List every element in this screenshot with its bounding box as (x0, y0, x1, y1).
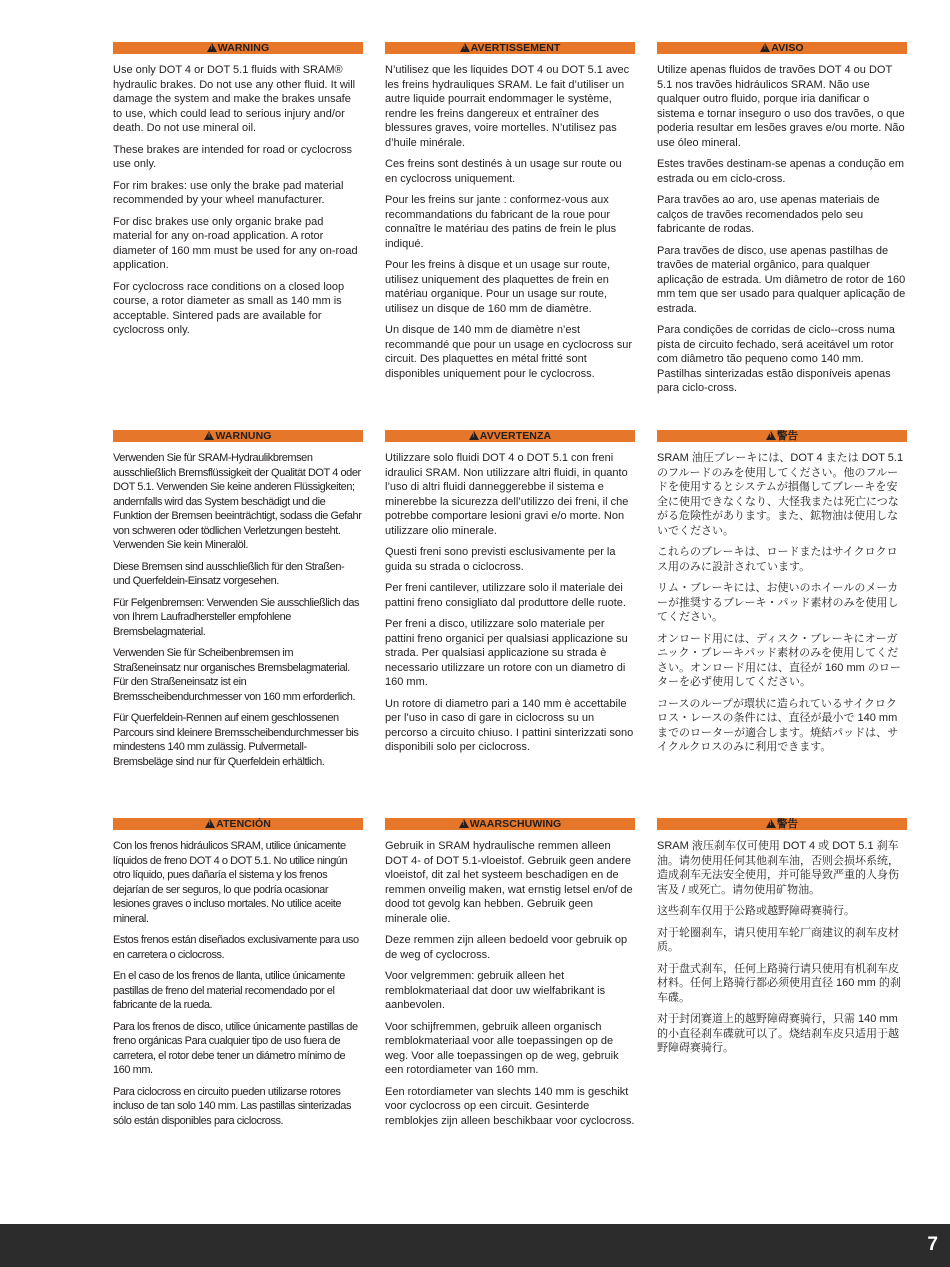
warning-icon (205, 819, 215, 828)
paragraph: Per freni cantilever, utilizzare solo il materiale dei pattini freno consigliato dal produttore delle ruote. (385, 582, 626, 609)
paragraph: SRAM 油圧ブレーキには、DOT 4 または DOT 5.1 のフルードのみを使用してください。他のフルードを使用するとシステムが損傷してブレーキを安全に使用できなくなり、大怪我または死亡につながる危険性があります。また、鉱物油は使用しないでください。 (657, 452, 904, 537)
paragraph: Utilizzare solo fluidi DOT 4 o DOT 5.1 con freni idraulici SRAM. Non utilizzare altri fluidi, in quanto l’uso di altri fluidi danneggerebbe il sistema e minerebbe la sicurezza dell’utilizzo dei freni, il che potrebbe comportare lesioni gravi e/o morte. Non utilizzare olio minerale. (385, 452, 629, 537)
paragraph: N’utilisez que les liquides DOT 4 ou DOT 5.1 avec les freins hydrauliques SRAM. Le fait d’utiliser un autre liquide pourrait endommager le système, rendre les freins dangereux et entraîner des blessures graves, voire mortelles. N’utilisez pas d’huile minérale. (385, 64, 630, 149)
paragraph: Para travões de disco, use apenas pastilhas de travões de material orgânico, para qualquer aplicação de estrada. Um diâmetro de rotor de 160 mm tem que ser usado para qualquer aplicação de estrada. (657, 244, 906, 315)
heading-label: WARNUNG (215, 430, 272, 442)
section-italian (385, 430, 635, 818)
paragraph: Verwenden Sie für Scheibenbremsen im Straßeneinsatz nur organisches Bremsbelagmaterial. Für den Straßeneinsatz ist ein Bremsscheibendurchmesser von 160 mm erforderlich. (113, 647, 356, 703)
paragraph: For rim brakes: use only the brake pad material recommended by your wheel manufacturer. (113, 179, 344, 206)
warning-icon (204, 431, 214, 440)
warning-icon (760, 43, 770, 52)
paragraph: Un disque de 140 mm de diamètre n’est recommandé que pour un usage en cyclocross sur circuit. Des plaquettes en métal fritté sont disponibles uniquement pour le cyclocross. (385, 324, 633, 380)
paragraph: Para condições de corridas de ciclo--cross numa pista de circuito fechado, será aceitável um rotor com diâmetro tão pequeno como 140 mm. Pastilhas sinterizadas estão disponíveis apenas para ciclo-cross. (657, 324, 895, 394)
paragraph: Pour les freins à disque et un usage sur route, utilisez uniquement des plaquettes de frein en matériau organique. Pour un usage sur route, utilisez un disque de 160 mm de diamètre. (385, 259, 611, 315)
paragraph: リム・ブレーキには、お使いのホイールのメーカーが推奨するブレーキ・パッド素材のみを使用してください。 (657, 582, 899, 623)
page-number: 7 (927, 1234, 938, 1255)
paragraph: 对于封闭赛道上的越野障碍赛骑行，只需 140 mm 的小直径刹车碟就可以了。烧结刹车皮只适用于越野障碍赛骑行。 (657, 1013, 899, 1054)
paragraph: 对于盘式刹车，任何上路骑行请只使用有机刹车皮材料。任何上路骑行都必须使用直径 160 mm 的刹车碟。 (657, 962, 901, 1004)
paragraph: Deze remmen zijn alleen bedoeld voor gebruik op de weg of cyclocross. (385, 934, 628, 961)
paragraph: For disc brakes use only organic brake pad material for any on-road application. A rotor diameter of 160 mm must be used for any on-road application. (113, 215, 358, 271)
heading-label: AVISO (771, 42, 804, 54)
section-spanish (113, 818, 363, 1218)
page-footer (0, 1224, 950, 1267)
paragraph: For cyclocross race conditions on a closed loop course, a rotor diameter as small as 140 mm is acceptable. Sintered pads are available for cyclocross only. (113, 280, 345, 336)
paragraph: Para ciclocross en circuito pueden utilizarse rotores incluso de tan solo 140 mm. Las pastillas sinterizadas sólo están disponibles para ciclocross. (113, 1085, 352, 1127)
paragraph: オンロード用には、ディスク・ブレーキにオーガニック・ブレーキパッド素材のみを使用してください。オンロード用には、直径が 160 mm のローターを必ず使用してください。 (657, 632, 901, 688)
paragraph: Een rotordiameter van slechts 140 mm is geschikt voor cyclocross op een circuit. Gesinterde remblokjes zijn alleen beschikbaar voor cyclocross. (385, 1085, 635, 1127)
warning-grid (113, 42, 907, 1218)
warning-icon (766, 819, 776, 828)
section-heading (385, 42, 635, 54)
paragraph: Voor schijfremmen, gebruik alleen organisch remblokmateriaal voor alle toepassingen op de weg. Voor alle toepassingen op de weg, gebruik een rotordiameter van 160 mm. (385, 1020, 619, 1076)
paragraph: Questi freni sono previsti esclusivamente per la guida su strada o ciclocross. (385, 546, 616, 573)
section-japanese (657, 430, 907, 818)
heading-label: WAARSCHUWING (469, 818, 562, 830)
section-chinese (657, 818, 907, 1218)
paragraph: コースのループが環状に造られているサイクロクロス・レースの条件には、直径が最小で 140 mm までのローターが適合します。焼結パッドは、サイクルクロスのみに利用できます。 (657, 697, 899, 753)
paragraph: Estes travões destinam-se apenas a condução em estrada ou em ciclo-cross. (657, 158, 905, 185)
warning-icon (460, 43, 470, 52)
warning-icon (469, 431, 479, 440)
heading-label: AVERTISSEMENT (470, 42, 561, 54)
heading-label: ATENCIÓN (216, 818, 271, 830)
paragraph: これらのブレーキは、ロードまたはサイクロクロス用のみに設計されています。 (657, 546, 898, 573)
paragraph: Un rotore di diametro pari a 140 mm è accettabile per l’uso in caso di gare in ciclocross su un percorso a circuito chiuso. I pattini sinterizzati sono disponibili solo per ciclocross. (385, 697, 634, 753)
paragraph: Gebruik in SRAM hydraulische remmen alleen DOT 4- of DOT 5.1-vloeistof. Gebruik geen andere vloeistof, dit zal het systeem beschadigen en de remmen onveilig maken, wat ernstig letsel en/of de dood tot gevolg kan hebben. Gebruik geen minerale olie. (385, 840, 633, 925)
heading-label: WARNING (217, 42, 270, 54)
heading-label: AVVERTENZA (479, 430, 552, 442)
section-heading (113, 818, 363, 830)
paragraph: Pour les freins sur jante : conformez-vous aux recommandations du fabricant de la roue pour connaître le matériau des patins de frein le plus indiqué. (385, 194, 617, 250)
paragraph: En el caso de los frenos de llanta, utilice únicamente pastillas de freno del material recomendado por el fabricante de la rueda. (113, 970, 345, 1011)
paragraph: Voor velgremmen: gebruik alleen het remblokmateriaal dat door uw wielfabrikant is aanbevolen. (385, 970, 606, 1011)
warning-icon (766, 431, 776, 440)
heading-label: 警告 (776, 430, 799, 442)
paragraph: Diese Bremsen sind ausschließlich für den Straßen- und Querfeldein-Einsatz vorgesehen. (113, 560, 345, 587)
paragraph: Verwenden Sie für SRAM-Hydraulikbremsen ausschließlich Bremsflüssigkeit der Qualität DOT 4 oder DOT 5.1. Verwenden Sie keine anderen Flüssigkeiten; andernfalls wird das System beschädigt und die Funktion der Bremsen beeinträchtigt, sodass die Gefahr von schweren oder tödlichen Verletzungen besteht. Verwenden Sie kein Mineralöl. (113, 452, 362, 551)
section-heading (385, 430, 635, 442)
paragraph: Für Querfeldein-Rennen auf einem geschlossenen Parcours sind kleinere Bremsscheibendurchmesser bis mindestens 140 mm zulässig. Pulvermetall-Bremsbeläge sind nur für Querfeldein erhältlich. (113, 712, 359, 768)
section-heading (657, 430, 907, 442)
section-heading (113, 430, 363, 442)
paragraph: 这些刹车仅用于公路或越野障碍赛骑行。 (657, 905, 855, 917)
paragraph: Para los frenos de disco, utilice únicamente pastillas de freno orgánicas Para cualquier tipo de uso fuera de carretera, el rotor debe tener un diámetro mínimo de 160 mm. (113, 1020, 358, 1076)
paragraph: 对于轮圈刹车，请只使用车轮厂商建议的刹车皮材质。 (657, 926, 899, 953)
section-heading (657, 42, 907, 54)
paragraph: Ces freins sont destinés à un usage sur route ou en cyclocross uniquement. (385, 158, 622, 185)
warning-icon (459, 819, 469, 828)
paragraph: These brakes are intended for road or cyclocross use only. (113, 143, 353, 170)
section-heading (113, 42, 363, 54)
paragraph: Für Felgenbremsen: Verwenden Sie ausschließlich das von Ihrem Laufradhersteller empfohlene Bremsbelagmaterial. (113, 596, 360, 638)
paragraph: Use only DOT 4 or DOT 5.1 fluids with SRAM® hydraulic brakes. Do not use any other fluid. It will damage the system and make the brakes unsafe to use, which could lead to serious injury and/or death. Do not use mineral oil. (113, 64, 356, 134)
section-german (113, 430, 363, 818)
section-english (113, 42, 363, 430)
paragraph: Per freni a disco, utilizzare solo materiale per pattini freno organici per qualsiasi applicazione su strada. Per qualsiasi applicazione su strada è necessario utilizzare un rotore con un diametro di 160 mm. (385, 618, 628, 688)
paragraph: Con los frenos hidráulicos SRAM, utilice únicamente líquidos de freno DOT 4 o DOT 5.1. No utilice ningún otro líquido, pues dañaría el sistema y los frenos dejarían de ser seguros, lo que podría ocasionar lesiones graves o incluso mortales. No utilice aceite mineral. (113, 840, 348, 925)
warning-icon (207, 43, 217, 52)
paragraph: SRAM 液压刹车仅可使用 DOT 4 或 DOT 5.1 刹车油。请勿使用任何其他刹车油，否则会损坏系统，造成刹车无法安全使用，并可能导致严重的人身伤害及 / 或死亡。请勿使用矿物油。 (657, 840, 899, 896)
section-dutch (385, 818, 635, 1218)
paragraph: Para travões ao aro, use apenas materiais de calços de travões recomendados pelo seu fabricante de rodas. (657, 194, 880, 235)
section-french (385, 42, 635, 430)
section-heading (385, 818, 635, 830)
heading-label: 警告 (776, 818, 799, 830)
paragraph: Utilize apenas fluidos de travões DOT 4 ou DOT 5.1 nos travões hidráulicos SRAM. Não use qualquer outro fluido, porque iria danificar o sistema e tornar inseguro o uso dos travões, o que poderia resultar em lesões graves e/ou morte. Não use óleo mineral. (657, 64, 905, 149)
section-portuguese (657, 42, 907, 430)
paragraph: Estos frenos están diseñados exclusivamente para uso en carretera o ciclocross. (113, 934, 359, 961)
section-heading (657, 818, 907, 830)
